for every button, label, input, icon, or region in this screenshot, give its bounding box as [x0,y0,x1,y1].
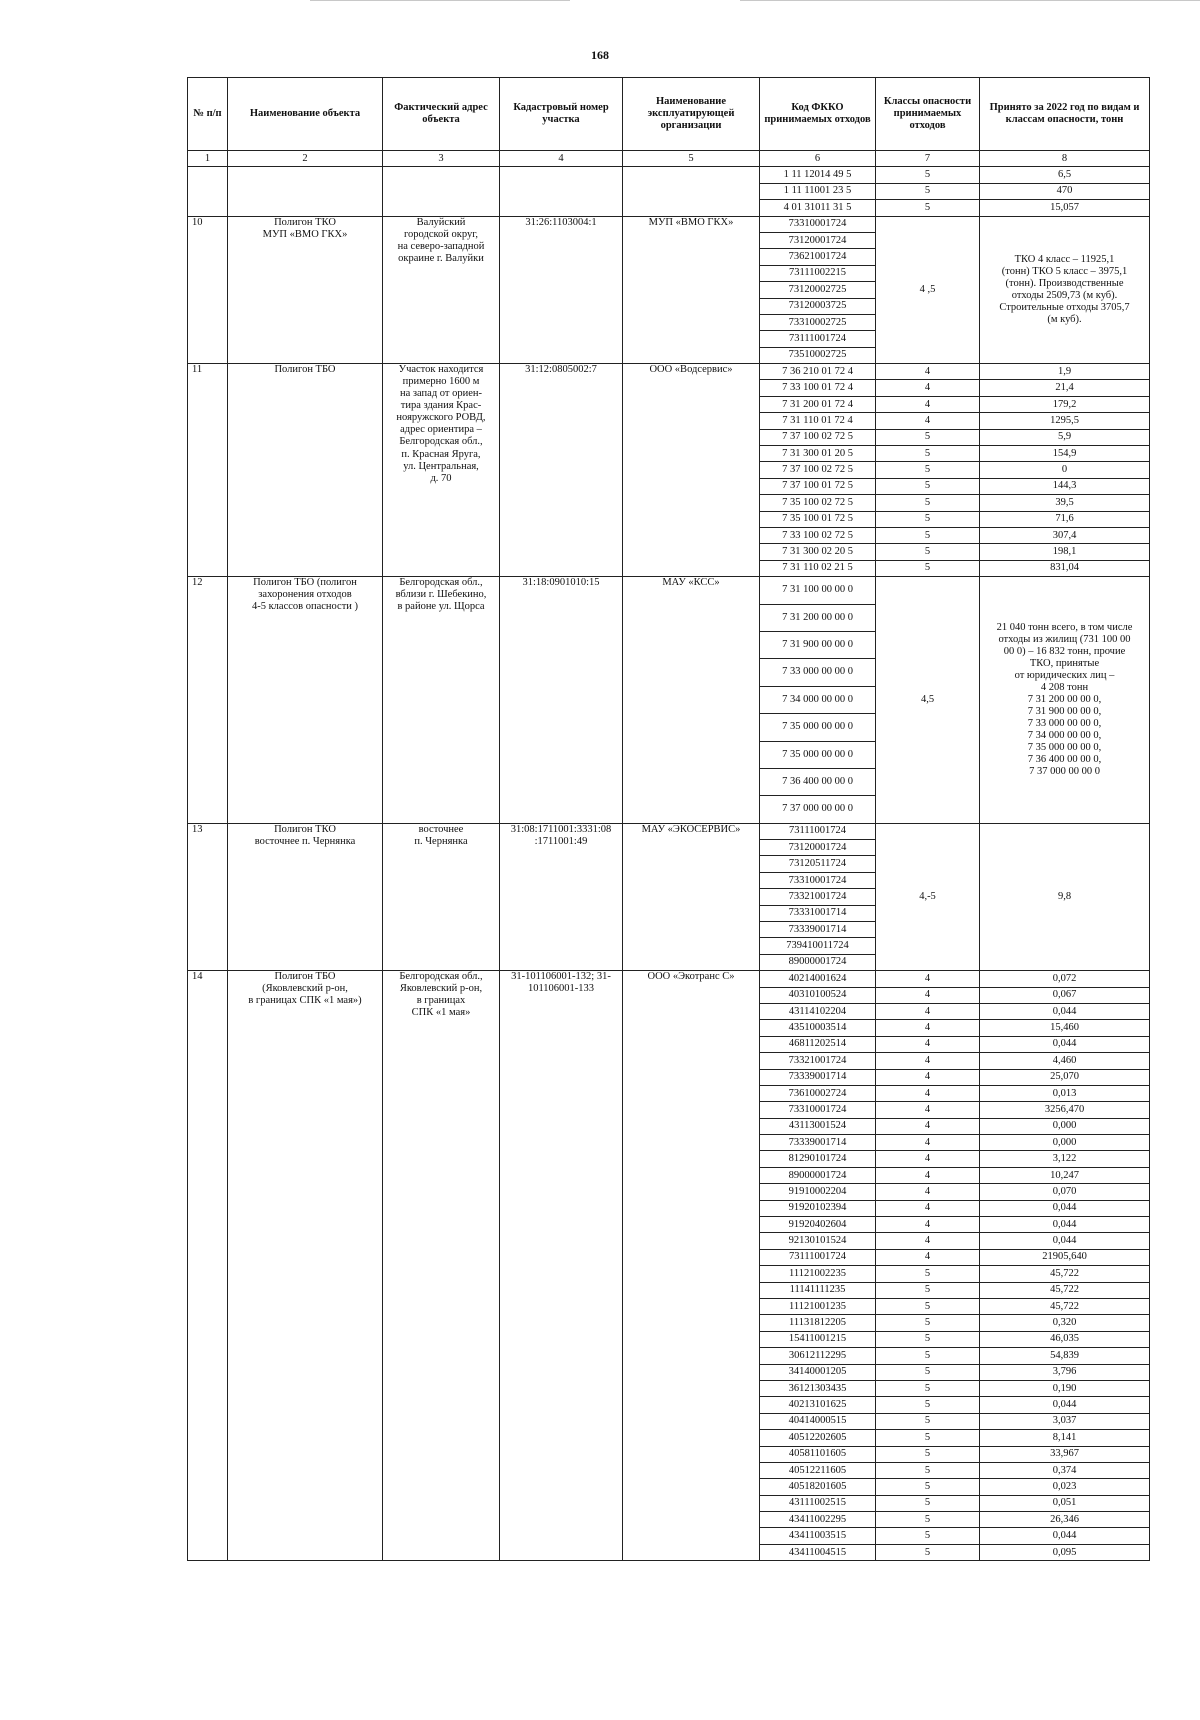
fkko-code: 73120511724 [760,856,876,872]
fkko-code: 1 11 11001 23 5 [760,183,876,199]
hazard-class: 4 [876,1036,980,1052]
fkko-code: 7 37 000 00 00 0 [760,796,876,823]
hazard-class: 5 [876,527,980,543]
fkko-code: 73339001714 [760,1069,876,1085]
fkko-code: 89000001724 [760,1167,876,1183]
accepted-amount: 307,4 [980,527,1150,543]
continuation-row [188,167,1150,183]
hazard-class: 4 [876,1069,980,1085]
fkko-code: 73621001724 [760,249,876,265]
accepted-amount: 0,067 [980,987,1150,1003]
fkko-code: 73120001724 [760,232,876,248]
accepted-amount: 0,070 [980,1184,1150,1200]
header-address: Фактический адрес объекта [383,78,500,151]
hazard-class: 5 [876,200,980,216]
hazard-class: 5 [876,495,980,511]
accepted-amount: 26,346 [980,1512,1150,1528]
accepted-amount: 1,9 [980,364,1150,380]
column-number: 4 [500,151,623,167]
accepted-amount: 198,1 [980,544,1150,560]
hazard-class: 4 [876,1135,980,1151]
hazard-class: 4 [876,380,980,396]
fkko-code: 36121303435 [760,1380,876,1396]
accepted-amount: 10,247 [980,1167,1150,1183]
hazard-class: 5 [876,167,980,183]
accepted-amount: 0,000 [980,1135,1150,1151]
fkko-code: 7 34 000 00 00 0 [760,686,876,713]
hazard-class: 4 [876,1167,980,1183]
column-number: 8 [980,151,1150,167]
fkko-code: 73310001724 [760,216,876,232]
object-number: 10 [188,216,228,364]
fkko-code: 43510003514 [760,1020,876,1036]
accepted-amount: 0,044 [980,1233,1150,1249]
fkko-code: 7 35 000 00 00 0 [760,741,876,768]
hazard-class: 5 [876,1282,980,1298]
accepted-amount: 831,04 [980,560,1150,576]
fkko-code: 40512202605 [760,1430,876,1446]
fkko-code: 7 33 000 00 00 0 [760,659,876,686]
hazard-class: 5 [876,429,980,445]
cadastral-number: 31-101106001-132; 31- 101106001-133 [500,971,623,1561]
hazard-class: 4 [876,1151,980,1167]
object-name: Полигон ТКО восточнее п. Чернянка [228,823,383,971]
accepted-amount: 15,460 [980,1020,1150,1036]
hazard-class: 5 [876,1462,980,1478]
fkko-code: 40310100524 [760,987,876,1003]
accepted-amount: 0,044 [980,1397,1150,1413]
registry-row [188,971,1150,987]
hazard-class: 5 [876,1266,980,1282]
hazard-class: 5 [876,1380,980,1396]
fkko-code: 7 35 100 02 72 5 [760,495,876,511]
fkko-code: 73120001724 [760,840,876,856]
fkko-code: 91910002204 [760,1184,876,1200]
fkko-code: 73111001724 [760,331,876,347]
fkko-code: 43411002295 [760,1512,876,1528]
page-number: 168 [591,48,609,62]
fkko-code: 7 33 100 02 72 5 [760,527,876,543]
fkko-code: 7 37 100 01 72 5 [760,478,876,494]
hazard-class: 4,5 [876,577,980,824]
hazard-class: 5 [876,1446,980,1462]
fkko-code: 7 31 300 01 20 5 [760,446,876,462]
hazard-class: 5 [876,544,980,560]
accepted-amount: 0,320 [980,1315,1150,1331]
cadastral-number: 31:08:1711001:3331:08 :1711001:49 [500,823,623,971]
fkko-code: 40213101625 [760,1397,876,1413]
fkko-code: 73120003725 [760,298,876,314]
hazard-class: 4 [876,413,980,429]
fkko-code: 73321001724 [760,889,876,905]
hazard-class: 5 [876,462,980,478]
empty-cell [623,167,760,216]
accepted-amount: 470 [980,183,1150,199]
fkko-code: 92130101524 [760,1233,876,1249]
fkko-code: 7 36 210 01 72 4 [760,364,876,380]
fkko-code: 30612112295 [760,1348,876,1364]
accepted-amount: 39,5 [980,495,1150,511]
accepted-amount: 4,460 [980,1053,1150,1069]
hazard-class: 4 [876,1200,980,1216]
accepted-amount: 154,9 [980,446,1150,462]
fkko-code: 7 31 300 02 20 5 [760,544,876,560]
fkko-code: 40414000515 [760,1413,876,1429]
hazard-class: 5 [876,1364,980,1380]
fkko-code: 11141111235 [760,1282,876,1298]
hazard-class: 5 [876,1331,980,1347]
header-number: № п/п [188,78,228,151]
cadastral-number: 31:18:0901010:15 [500,577,623,824]
registry-row [188,823,1150,839]
fkko-code: 73510002725 [760,347,876,363]
hazard-class: 4 [876,1118,980,1134]
fkko-code: 7 31 900 00 00 0 [760,631,876,658]
fkko-code: 73310002725 [760,314,876,330]
fkko-code: 7 37 100 02 72 5 [760,462,876,478]
hazard-class: 5 [876,1315,980,1331]
accepted-amount: 21 040 тонн всего, в том числе отходы из жилищ (731 100 00 00 0) – 16 832 тонн, прочие ТКО, принятые от юридических лиц – 4 208 тонн 7 31 200 00 00 0, 7 31 900 00 00 0, 7 33 000 00 00 0, 7 34 000 00 00 0, 7 35 000 00 00 0, 7 36 400 00 00 0, 7 37 000 00 00 0 [980,577,1150,824]
column-number: 2 [228,151,383,167]
empty-cell [383,167,500,216]
accepted-amount: 0,013 [980,1085,1150,1101]
object-address: Валуйский городской округ, на северо-западной окраине г. Валуйки [383,216,500,364]
object-number: 12 [188,577,228,824]
hazard-class: 4 [876,987,980,1003]
fkko-code: 91920102394 [760,1200,876,1216]
hazard-class: 5 [876,183,980,199]
fkko-code: 7 35 100 01 72 5 [760,511,876,527]
hazard-class: 4 ,5 [876,216,980,364]
fkko-code: 40518201605 [760,1479,876,1495]
fkko-code: 7 35 000 00 00 0 [760,714,876,741]
fkko-code: 7 36 400 00 00 0 [760,768,876,795]
fkko-code: 40581101605 [760,1446,876,1462]
fkko-code: 7 31 110 01 72 4 [760,413,876,429]
accepted-amount: 33,967 [980,1446,1150,1462]
hazard-class: 4 [876,971,980,987]
fkko-code: 7 33 100 01 72 4 [760,380,876,396]
accepted-amount: 0,044 [980,1217,1150,1233]
header-hazard-class: Классы опасности принимаемых отходов [876,78,980,151]
hazard-class: 5 [876,1413,980,1429]
accepted-amount: 0,000 [980,1118,1150,1134]
object-address: Участок находится примерно 1600 м на запад от ориен- тира здания Крас- нояружского РОВД, адрес ориентира – Белгородская обл., п. Красная Яруга, ул. Центральная, д. 70 [383,364,500,577]
column-number: 5 [623,151,760,167]
accepted-amount: 46,035 [980,1331,1150,1347]
accepted-amount: 0,374 [980,1462,1150,1478]
fkko-code: 11121002235 [760,1266,876,1282]
fkko-code: 1 11 12014 49 5 [760,167,876,183]
hazard-class: 4 [876,1020,980,1036]
object-address: восточнее п. Чернянка [383,823,500,971]
hazard-class: 5 [876,478,980,494]
fkko-code: 40512211605 [760,1462,876,1478]
fkko-code: 7 31 200 01 72 4 [760,396,876,412]
hazard-class: 5 [876,1299,980,1315]
header-row [188,78,1150,151]
accepted-amount: 0 [980,462,1150,478]
fkko-code: 73610002724 [760,1085,876,1101]
header-accepted-amount: Принято за 2022 год по видам и классам опасности, тонн [980,78,1150,151]
accepted-amount: 5,9 [980,429,1150,445]
fkko-code: 43113001524 [760,1118,876,1134]
object-address: Белгородская обл., Яковлевский р-он, в границах СПК «1 мая» [383,971,500,1561]
accepted-amount: 0,044 [980,1200,1150,1216]
fkko-code: 43411003515 [760,1528,876,1544]
hazard-class: 5 [876,1528,980,1544]
accepted-amount: 144,3 [980,478,1150,494]
accepted-amount: 3,122 [980,1151,1150,1167]
object-name: Полигон ТКО МУП «ВМО ГКХ» [228,216,383,364]
operating-organization: ООО «Экотранс С» [623,971,760,1561]
fkko-code: 7 31 200 00 00 0 [760,604,876,631]
accepted-amount: 0,072 [980,971,1150,987]
column-numbers-row [188,151,1150,167]
accepted-amount: ТКО 4 класс – 11925,1 (тонн) ТКО 5 класс – 3975,1 (тонн). Производственные отходы 2509,73 (м куб). Строительные отходы 3705,7 (м куб). [980,216,1150,364]
empty-cell [228,167,383,216]
fkko-code: 46811202514 [760,1036,876,1052]
hazard-class: 5 [876,1544,980,1560]
hazard-class: 4 [876,1102,980,1118]
column-number: 7 [876,151,980,167]
hazard-class: 4 [876,1217,980,1233]
object-name: Полигон ТБО (Яковлевский р-он, в границах СПК «1 мая») [228,971,383,1561]
accepted-amount: 21905,640 [980,1249,1150,1265]
fkko-code: 91920402604 [760,1217,876,1233]
accepted-amount: 0,023 [980,1479,1150,1495]
fkko-code: 7 31 100 00 00 0 [760,577,876,604]
scan-edge-line [740,0,1200,1]
fkko-code: 73339001714 [760,1135,876,1151]
fkko-code: 73331001714 [760,905,876,921]
column-number: 1 [188,151,228,167]
hazard-class: 5 [876,1512,980,1528]
accepted-amount: 9,8 [980,823,1150,971]
accepted-amount: 15,057 [980,200,1150,216]
fkko-code: 34140001205 [760,1364,876,1380]
hazard-class: 5 [876,1430,980,1446]
object-name: Полигон ТБО [228,364,383,577]
registry-row [188,364,1150,380]
accepted-amount: 0,051 [980,1495,1150,1511]
hazard-class: 4 [876,1184,980,1200]
accepted-amount: 0,044 [980,1003,1150,1019]
column-number: 3 [383,151,500,167]
fkko-code: 73111001724 [760,823,876,839]
accepted-amount: 8,141 [980,1430,1150,1446]
header-fkko-code: Код ФККО принимаемых отходов [760,78,876,151]
fkko-code: 43114102204 [760,1003,876,1019]
landfill-registry-table [187,77,1150,1561]
accepted-amount: 0,095 [980,1544,1150,1560]
object-number: 14 [188,971,228,1561]
operating-organization: МАУ «ЭКОСЕРВИС» [623,823,760,971]
hazard-class: 5 [876,1397,980,1413]
fkko-code: 7 31 110 02 21 5 [760,560,876,576]
fkko-code: 4 01 31011 31 5 [760,200,876,216]
hazard-class: 4 [876,396,980,412]
fkko-code: 7 37 100 02 72 5 [760,429,876,445]
hazard-class: 5 [876,446,980,462]
hazard-class: 5 [876,1495,980,1511]
accepted-amount: 3256,470 [980,1102,1150,1118]
hazard-class: 4 [876,1053,980,1069]
accepted-amount: 3,037 [980,1413,1150,1429]
accepted-amount: 71,6 [980,511,1150,527]
accepted-amount: 45,722 [980,1299,1150,1315]
fkko-code: 40214001624 [760,971,876,987]
hazard-class: 4 [876,1249,980,1265]
scan-edge-line [310,0,570,1]
accepted-amount: 6,5 [980,167,1150,183]
accepted-amount: 25,070 [980,1069,1150,1085]
accepted-amount: 0,044 [980,1528,1150,1544]
object-address: Белгородская обл., вблизи г. Шебекино, в районе ул. Щорса [383,577,500,824]
empty-cell [188,167,228,216]
hazard-class: 5 [876,1479,980,1495]
registry-row [188,216,1150,232]
hazard-class: 4,-5 [876,823,980,971]
fkko-code: 43111002515 [760,1495,876,1511]
header-organization: Наименование эксплуатирующей организации [623,78,760,151]
fkko-code: 11131812205 [760,1315,876,1331]
cadastral-number: 31:12:0805002:7 [500,364,623,577]
fkko-code: 73310001724 [760,1102,876,1118]
empty-cell [500,167,623,216]
fkko-code: 11121001235 [760,1299,876,1315]
column-number: 6 [760,151,876,167]
hazard-class: 5 [876,1348,980,1364]
hazard-class: 4 [876,1003,980,1019]
accepted-amount: 179,2 [980,396,1150,412]
fkko-code: 15411001215 [760,1331,876,1347]
accepted-amount: 0,190 [980,1380,1150,1396]
operating-organization: МАУ «КСС» [623,577,760,824]
fkko-code: 73111001724 [760,1249,876,1265]
fkko-code: 73120002725 [760,282,876,298]
fkko-code: 73321001724 [760,1053,876,1069]
hazard-class: 4 [876,364,980,380]
fkko-code: 73339001714 [760,922,876,938]
object-number: 11 [188,364,228,577]
operating-organization: МУП «ВМО ГКХ» [623,216,760,364]
accepted-amount: 3,796 [980,1364,1150,1380]
accepted-amount: 45,722 [980,1266,1150,1282]
accepted-amount: 54,839 [980,1348,1150,1364]
cadastral-number: 31:26:1103004:1 [500,216,623,364]
hazard-class: 5 [876,511,980,527]
header-cadastre: Кадастровый номер участка [500,78,623,151]
accepted-amount: 45,722 [980,1282,1150,1298]
hazard-class: 4 [876,1233,980,1249]
accepted-amount: 1295,5 [980,413,1150,429]
fkko-code: 43411004515 [760,1544,876,1560]
operating-organization: ООО «Водсервис» [623,364,760,577]
fkko-code: 739410011724 [760,938,876,954]
hazard-class: 4 [876,1085,980,1101]
header-object-name: Наименование объекта [228,78,383,151]
hazard-class: 5 [876,560,980,576]
fkko-code: 73111002215 [760,265,876,281]
fkko-code: 81290101724 [760,1151,876,1167]
fkko-code: 89000001724 [760,954,876,970]
accepted-amount: 0,044 [980,1036,1150,1052]
object-name: Полигон ТБО (полигон захоронения отходов 4-5 классов опасности ) [228,577,383,824]
object-number: 13 [188,823,228,971]
fkko-code: 73310001724 [760,872,876,888]
registry-row [188,577,1150,604]
accepted-amount: 21,4 [980,380,1150,396]
